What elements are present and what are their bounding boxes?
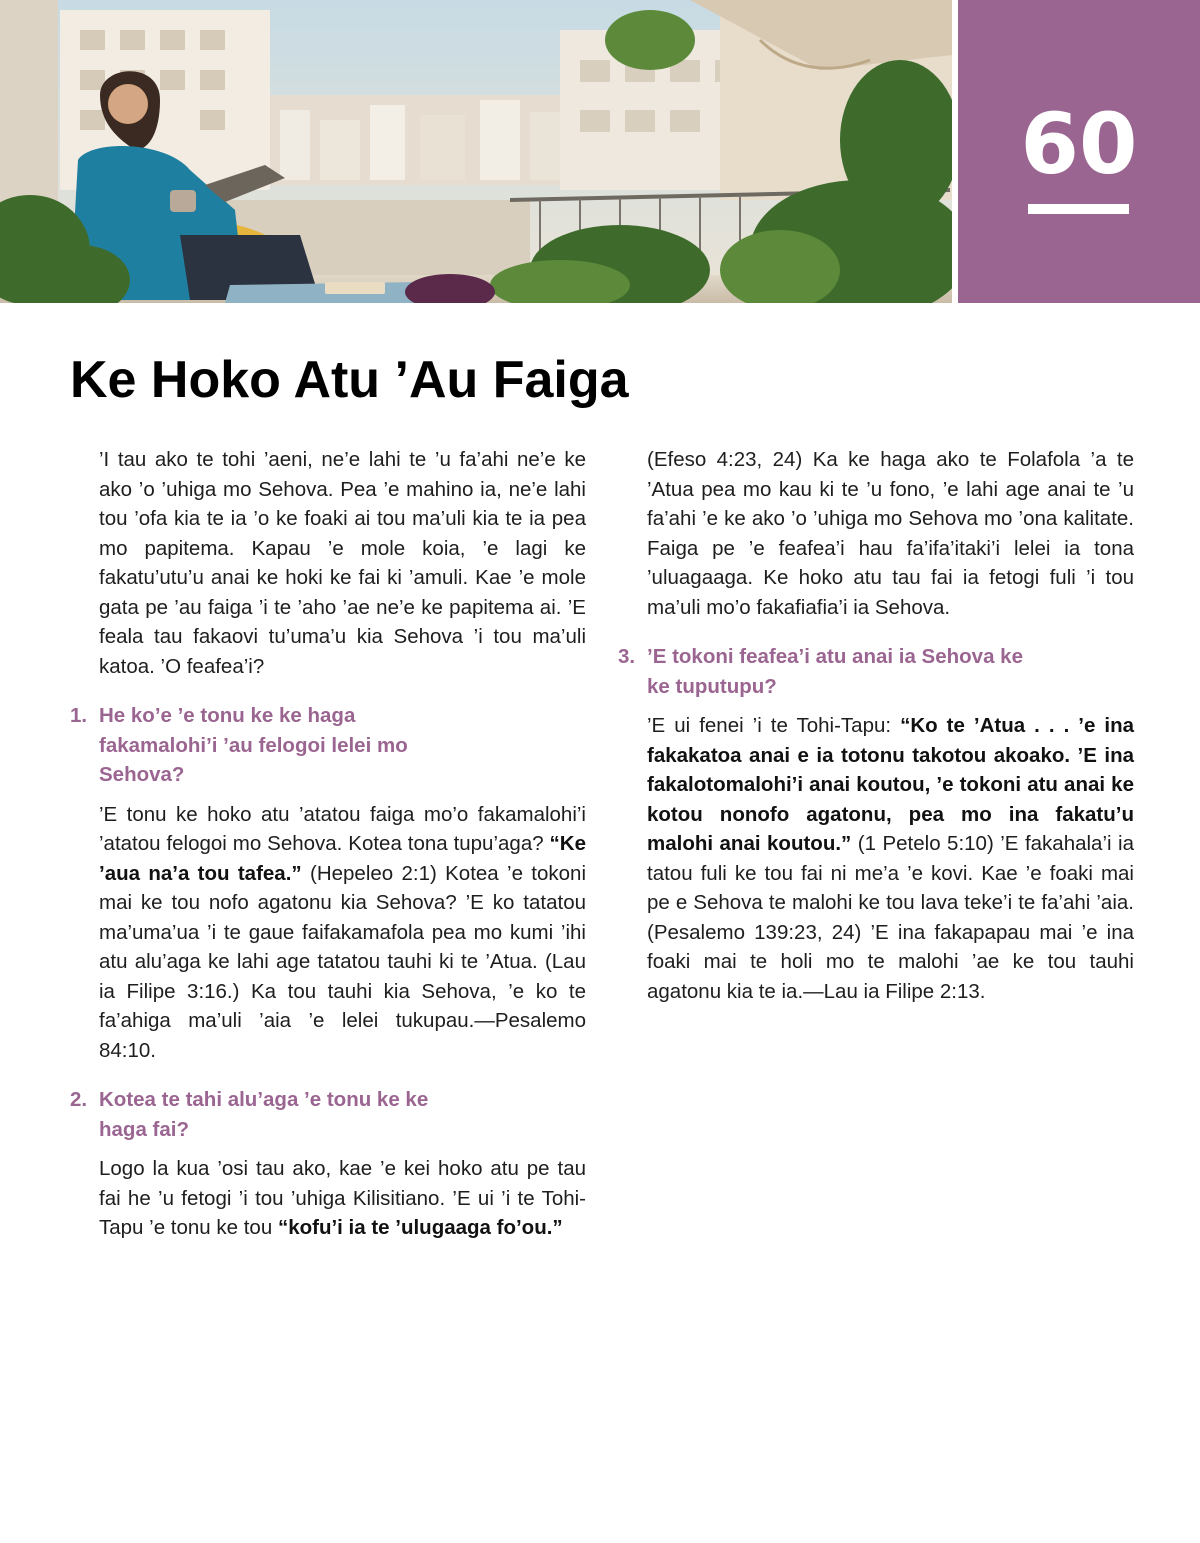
answer-text: ’E ui fenei ’i te Tohi-Tapu: xyxy=(647,714,901,737)
badge-underline xyxy=(1028,204,1129,214)
answer-paragraph-2-continued: (Efeso 4:23, 24) Ka ke haga ako te Folafola ’a te ’Atua pea mo kau ki te ’u fono, ’e lahi age anai te ’u fa’ahi ’e ke ako ’o ’uhiga mo Sehova mo ’ona kalitate. Faiga pe ’e feafea’i hau fa’ifa’itaki’i lelei ia tona ’uluagaaga. Ke hoko atu tau fai ia fetogi fuli ’i tou ma’uli mo’o fakafiafia’i ia Sehova. xyxy=(647,448,1134,619)
answer-paragraph-3 xyxy=(647,711,1134,1006)
answer-paragraph-2 xyxy=(99,1154,586,1243)
question-text: Kotea te tahi alu’aga ’e tonu ke ke haga fai? xyxy=(99,1088,429,1141)
answer-text: (1 Petelo 5:10) ’E fakahala’i ia tatou fuli ke tou fai ni me’a ’e kovi. Kae ’e foaki mai pe e Sehova te malohi ke tou lava teke’i te fa’ahi ’aia. (Pesalemo 139:23, 24) ’E ina fakapapau mai ’e ina foaki mai te holi mo te malohi ’ae ke tou tauhi agatonu kia te ia.—Lau ia Filipe 2:13. xyxy=(647,832,1134,1003)
question-heading-3 xyxy=(618,642,1134,701)
column-left xyxy=(70,445,586,1259)
question-heading-1 xyxy=(70,701,586,790)
answer-text: ’E tonu ke hoko atu ’atatou faiga mo’o fakamalohi’i ’atatou felogoi mo Sehova. Kotea tona tupu’aga? xyxy=(99,802,586,855)
question-number: 2. xyxy=(70,1088,88,1111)
question-number: 1. xyxy=(70,704,88,727)
question-text: ’E tokoni feafea’i atu anai ia Sehova ke ke tuputupu? xyxy=(647,645,1023,698)
page-title: Ke Hoko Atu ’Au Faiga xyxy=(70,351,629,409)
answer-paragraph-1 xyxy=(99,800,586,1066)
balcony-illustration xyxy=(0,0,952,303)
intro-paragraph: ’I tau ako te tohi ’aeni, ne’e lahi te ’u fa’ahi ne’e ke ako ’o ’uhiga mo Sehova. Pea ’e mahino ia, ne’e lahi tou ’ofa kia te ia ’o ke foaki ai tou ma’uli kia te ia pea mo papitema. Kapau ’e mole koia, ’e lagi ke fakatu’utu’u anai ke hoki ke fai ki ’amuli. Kae ’e mole gata pe ’au faiga ’i te ’aho ’ae ne’e ke papitema ai. ’E feala tau fakaovi tu’uma’u kia Sehova ’i tou ma’uli katoa. ’O feafea’i? xyxy=(99,448,586,678)
scripture-quote: “Ko te ’Atua . . . ’e ina fakakatoa anai e ia totonu takotou akoako. ’E ina fakalotomalohi’i anai koutou, ’e tokoni atu anai ke kotou nonofo agatonu, pea mo ina fakatu’u malohi anai koutou.” xyxy=(647,714,1134,855)
answer-text: Logo la kua ’osi tau ako, kae ’e kei hoko atu pe tau fai he ’u fetogi ’i tou ’uhiga Kilisitiano. ’E ui ’i te Tohi-Tapu ’e tonu ke tou xyxy=(99,1157,586,1239)
question-heading-2 xyxy=(70,1085,586,1144)
lesson-number: 60 xyxy=(1020,95,1138,193)
header-photo xyxy=(0,0,952,303)
column-right xyxy=(618,445,1134,1022)
scripture-quote: “kofu’i ia te ’ulugaaga fo’ou.” xyxy=(277,1216,563,1239)
question-number: 3. xyxy=(618,645,636,668)
question-text: He ko’e ’e tonu ke ke haga fakamalohi’i ’au felogoi lelei mo Sehova? xyxy=(99,704,408,786)
answer-text: (Hepeleo 2:1) Kotea ’e tokoni mai ke tou nofo agatonu kia Sehova? ’E ko tatatou ma’uma’ua ’i te gaue faifakamafola pea mo kumi ’ihi atu alu’aga ke lahi age tatatou tauhi ki te ’Atua. (Lau ia Filipe 3:16.) Ka tou tauhi kia Sehova, ’e ko te fa’ahiga ma’uli ’aia ’e lelei tukupau.—Pesalemo 84:10. xyxy=(99,861,586,1062)
lesson-badge xyxy=(958,0,1200,303)
scripture-quote: “Ke ’aua na’a tou tafea.” xyxy=(99,832,586,885)
